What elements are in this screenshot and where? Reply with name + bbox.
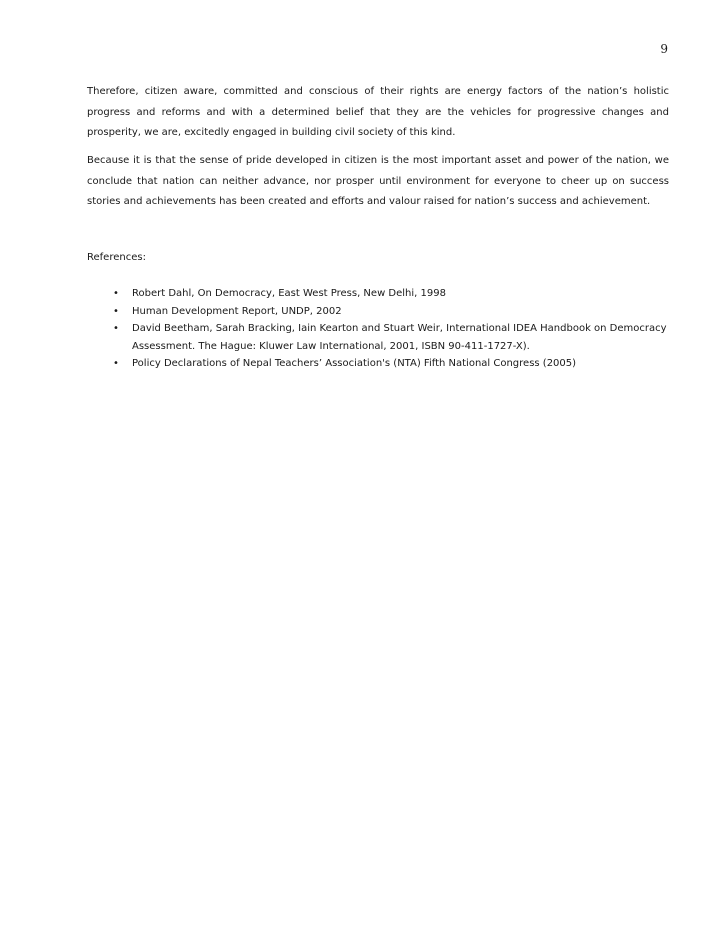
reference-text: Policy Declarations of Nepal Teachers’ Association's (NTA) Fifth National Congress (2005): [132, 358, 577, 369]
reference-item: [87, 303, 671, 321]
reference-text: David Beetham, Sarah Bracking, Iain Kearton and Stuart Weir, International IDEA Handbook on Democracy Assessment. The Hague: Kluwer Law International, 2001, ISBN 90-411-1727-X).: [132, 323, 667, 352]
reference-item: [87, 320, 671, 355]
bullet-icon: •: [113, 305, 119, 317]
body-paragraph: Therefore, citizen aware, committed and conscious of their rights are energy factors of the nation’s holistic progress and reforms and with a determined belief that they are the vehicles for progressive changes and prosperity, we are, excitedly engaged in building civil society of this kind.: [87, 86, 669, 138]
reference-item: [87, 285, 671, 303]
bullet-icon: •: [113, 358, 119, 369]
reference-item: [87, 355, 671, 373]
page-number: 9: [660, 42, 668, 56]
bullet-icon: •: [113, 288, 119, 299]
reference-text: Human Development Report, UNDP, 2002: [132, 305, 342, 317]
body-paragraph: Because it is that the sense of pride developed in citizen is the most important asset and power of the nation, we conclude that nation can neither advance, nor prosper until environment for everyone to cheer up on success stories and achievements has been created and efforts and valour raised for nation’s success and achievement.: [87, 155, 669, 207]
reference-text: Robert Dahl, On Democracy, East West Press, New Delhi, 1998: [132, 288, 446, 299]
references-heading: References:: [87, 252, 146, 263]
references-list: [87, 285, 671, 373]
bullet-icon: •: [113, 323, 119, 334]
